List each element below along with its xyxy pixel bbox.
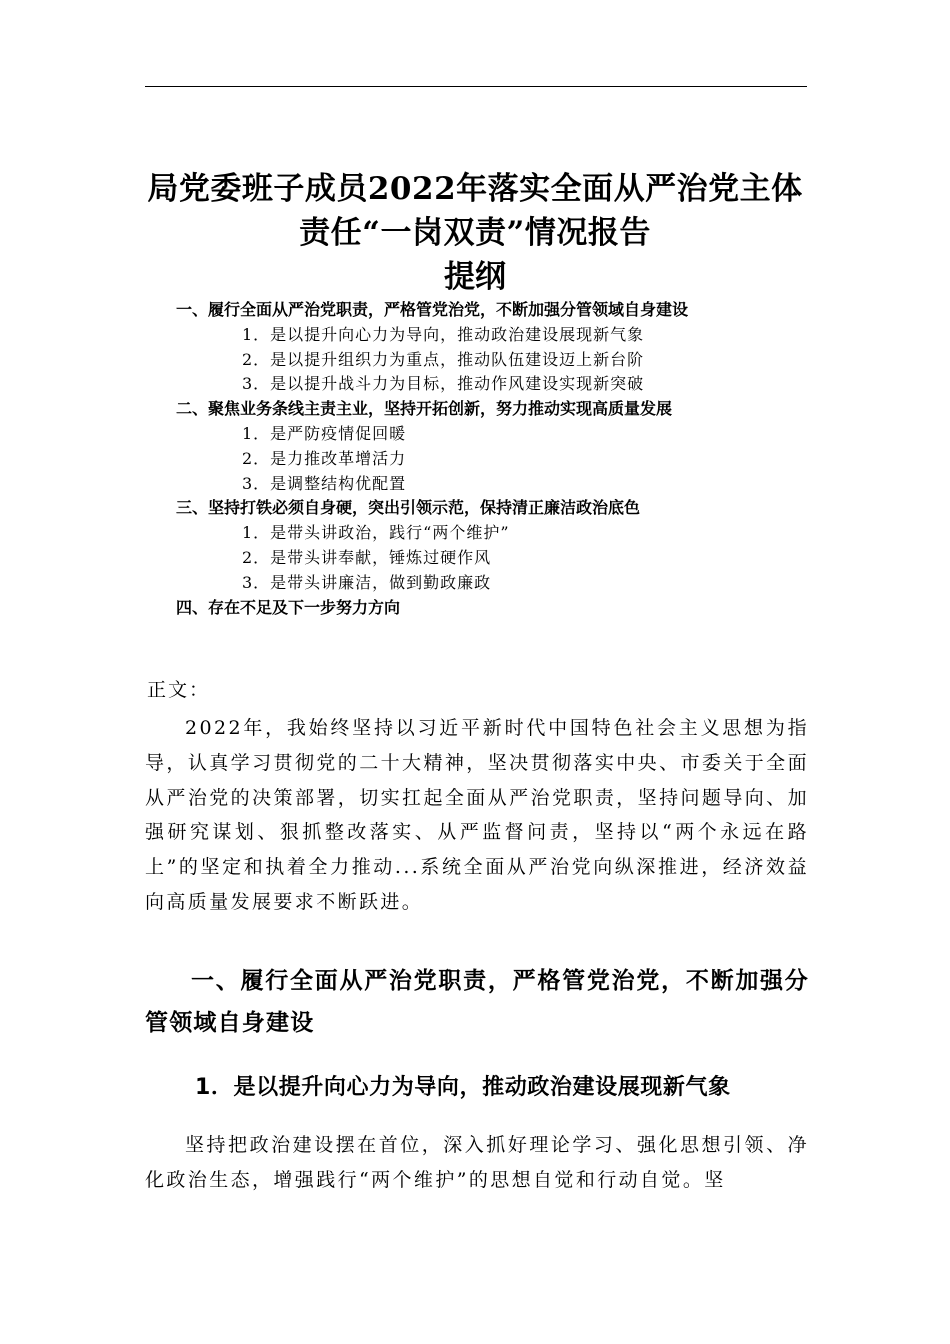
- document-subtitle: 提纲: [444, 259, 506, 295]
- outline-item: 3．是调整结构优配置: [242, 473, 407, 493]
- outline-heading: 二、聚焦业务条线主责主业，坚持开拓创新，努力推动实现高质量发展: [176, 399, 673, 419]
- outline-item: 2．是以提升组织力为重点，推动队伍建设迈上新台阶: [242, 349, 645, 369]
- outline-heading: 一、履行全面从严治党职责，严格管党治党，不断加强分管领域自身建设: [176, 300, 689, 319]
- body-label: 正文：: [147, 679, 211, 701]
- outline-item: 3．是带头讲廉洁，做到勤政廉政: [242, 572, 492, 592]
- document-title-line1: 局党委班子成员2022年落实全面从严治党主体: [147, 171, 803, 207]
- header-rule: [145, 86, 807, 87]
- outline-heading: 三、坚持打铁必须自身硬，突出引领示范，保持清正廉洁政治底色: [176, 498, 641, 518]
- document-title-line2: 责任“一岗双责”情况报告: [299, 215, 651, 251]
- section-heading: 一、履行全面从严治党职责，严格管党治党，不断加强分管领域自身建设: [145, 968, 809, 1036]
- outline-heading: 四、存在不足及下一步努力方向: [176, 597, 401, 617]
- outline: [176, 298, 836, 620]
- outline-item: 2．是力推改革增活力: [242, 448, 407, 468]
- body-paragraph: 坚持把政治建设摆在首位，深入抓好理论学习、强化思想引领、净化政治生态，增强践行“两个维护”的思想自觉和行动自觉。坚: [145, 1134, 809, 1191]
- subsection-heading: 1．是以提升向心力为导向，推动政治建设展现新气象: [195, 1075, 731, 1100]
- outline-item: 1．是带头讲政治，践行“两个维护”: [242, 523, 510, 543]
- outline-item: 2．是带头讲奉献，锤炼过硬作风: [242, 547, 492, 567]
- outline-item: 1．是以提升向心力为导向，推动政治建设展现新气象: [242, 324, 645, 344]
- outline-item: 1．是严防疫情促回暖: [242, 423, 407, 443]
- body-paragraph: 2022年，我始终坚持以习近平新时代中国特色社会主义思想为指导，认真学习贯彻党的二十大精神，坚决贯彻落实中央、市委关于全面从严治党的决策部署，切实扛起全面从严治党职责，坚持问题导向、加强研究谋划、狠抓整改落实、从严监督问责，坚持以“两个永远在路上”的坚定和执着全力推动...系统全面从严治党向纵深推进，经济效益向高质量发展要求不断跃进。: [145, 717, 809, 913]
- outline-item: 3．是以提升战斗力为目标，推动作风建设实现新突破: [242, 374, 645, 394]
